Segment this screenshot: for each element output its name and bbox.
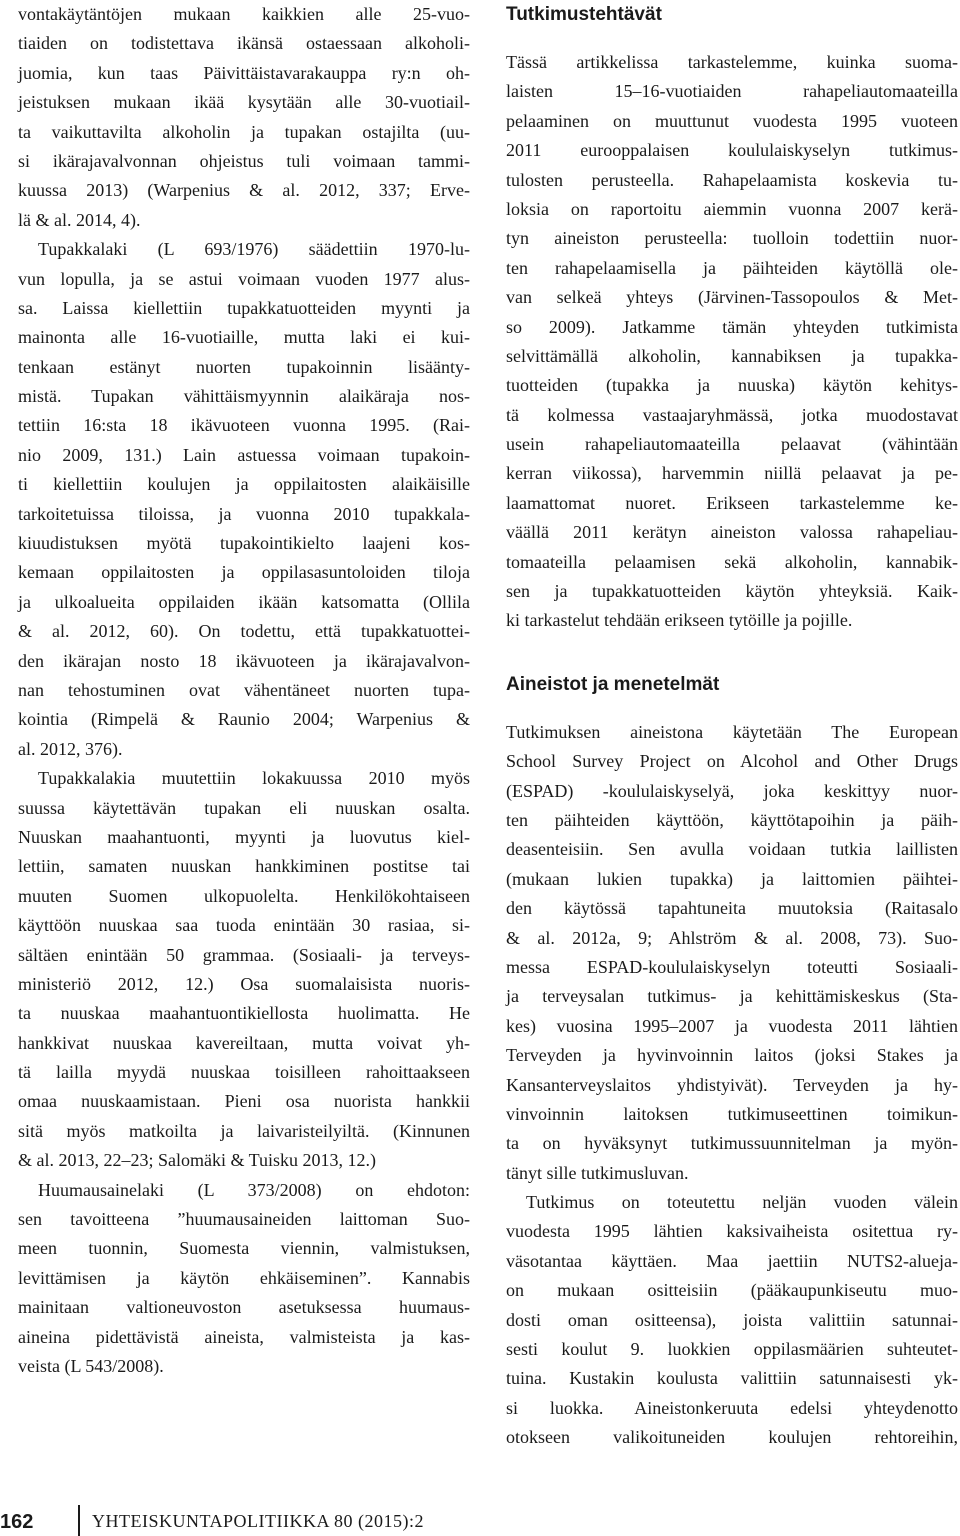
- text-line: Terveyden ja hyvinvoinnin laitos (joksi Stakes ja: [506, 1045, 958, 1066]
- text-line: Tupakkalaki (L 693/1976) säädettiin 1970-lu-: [38, 239, 470, 260]
- text-line: laamattomat nuoret. Erikseen tarkastelemme ke-: [506, 492, 958, 513]
- text-line: Tutkimuksen aineistona käytetään The European: [506, 721, 958, 742]
- text-line: lä & al. 2014, 4).: [18, 209, 141, 230]
- text-line: deasenteisiin. Sen avulla voidaan tutkia laillisten: [506, 839, 958, 860]
- text-line: vuodesta 1995 lähtien kaksivaiheista ositettua ry-: [506, 1221, 958, 1242]
- text-line: sältäen enintään 50 grammaa. (Sosiaali- ja terveys-: [18, 944, 470, 965]
- text-line: dosti oman ositteensa), joista valittiin satunnai-: [506, 1309, 958, 1330]
- text-line: tä lailla myydä nuuskaa toisilleen rahoittaakseen: [18, 1062, 470, 1083]
- text-line: pelaaminen on muuttunut vuodesta 1995 vuoteen: [506, 110, 958, 131]
- text-line: selvittämällä alkoholin, kannabiksen ja tupakka-: [506, 345, 958, 366]
- text-line: den käytössä tapahtuneita muutoksia (Raitasalo: [506, 898, 958, 919]
- text-line: väsotantaa käyttäen. Maa jaettiin NUTS2-alueja-: [506, 1250, 958, 1271]
- text-line: ja ulkoalueita oppilaiden ikään katsomatta (Ollila: [18, 591, 470, 612]
- text-line: laisten 15–16-vuotiaiden rahapeliautomaateilla: [506, 81, 958, 102]
- page-footer: [0, 1505, 960, 1536]
- text-line: tenkaan estänyt nuorten tupakoinnin lisäänty-: [18, 356, 470, 377]
- page-number: 162: [0, 1511, 34, 1533]
- text-line: (ESPAD) -koululaiskyselyä, joka keskittyy nuor-: [506, 780, 958, 801]
- text-line: tä kolmessa vastaajaryhmässä, jotka muodostavat: [506, 404, 958, 425]
- journal-title: YHTEISKUNTAPOLITIIKKA 80 (2015):2: [92, 1511, 425, 1531]
- text-line: sa. Laissa kiellettiin tupakkatuotteiden myynti ja: [18, 297, 470, 318]
- text-line: nio 2009, 131.) Lain astuessa voimaan tupakoin-: [18, 444, 470, 465]
- text-line: kointia (Rimpelä & Raunio 2004; Warpenius &: [18, 709, 470, 730]
- text-line: usein rahapeliautomaateilla pelaavat (vähintään: [506, 434, 958, 455]
- right-column: [506, 0, 958, 1453]
- text-line: ta nuuskaa maahantuontikiellosta huolimatta. He: [18, 1003, 470, 1024]
- text-line: ta vaikuttavilta alkoholin ja tupakan ostajilta (uu-: [18, 121, 470, 142]
- text-line: so 2009). Jatkamme tämän yhteyden tutkimista: [506, 316, 958, 337]
- section-heading: Tutkimustehtävät: [506, 4, 662, 25]
- text-line: lettiin, samaten nuuskan hankkiminen postitse tai: [18, 856, 470, 877]
- text-line: al. 2012, 376).: [18, 738, 123, 759]
- text-line: suussa käytettävän tupakan eli nuuskan osalta.: [18, 797, 470, 818]
- text-line: mainonta alle 16-vuotiaille, mutta laki ei kui-: [18, 327, 470, 348]
- text-line: tettiin 16:sta 18 ikävuoteen vuonna 1995. (Rai-: [18, 415, 470, 436]
- text-line: levittämisen ja käytön ehkäiseminen”. Kannabis: [18, 1267, 470, 1288]
- text-line: ta on hyväksynyt tutkimussuunnitelman ja myön-: [506, 1133, 958, 1154]
- text-line: van selkeä yhteys (Järvinen-Tassopoulos & Met-: [506, 287, 958, 308]
- text-line: vontakäytäntöjen mukaan kaikkien alle 25-vuo-: [18, 4, 470, 24]
- text-line: juomia, kun taas Päivittäistavarakauppa ry:n oh-: [18, 62, 470, 83]
- text-line: si luokka. Aineistonkeruuta edelsi yhteydenotto: [506, 1397, 958, 1418]
- text-line: ten päihteiden käyttöön, käyttötapoihin ja päih-: [506, 809, 958, 830]
- text-line: tuina. Kustakin koulusta valittiin satunnaisesti yk-: [506, 1368, 958, 1389]
- text-line: tiaiden on todistettava ikänsä ostaessaan alkoholi-: [18, 33, 470, 54]
- text-line: mistä. Tupakan vähittäismyynnin alaikäraja nos-: [18, 386, 470, 407]
- text-line: tarkoitetuissa tiloissa, ja vuonna 2010 tupakkala-: [18, 503, 470, 524]
- text-line: (mukaan lukien tupakka) ja laittomien päihtei-: [506, 868, 958, 889]
- text-line: jeistuksen mukaan ikää kysytään alle 30-vuotiail-: [18, 92, 470, 113]
- text-line: tuotteiden (tupakka ja nuuska) käytön kehitys-: [506, 375, 958, 396]
- text-line: Nuuskan maahantuonti, myynti ja luovutus kiel-: [18, 826, 470, 847]
- text-line: meen tuonnin, Suomesta viennin, valmistuksen,: [18, 1238, 470, 1259]
- text-line: sitä myös matkoilta ja laivaristeilyiltä. (Kinnunen: [18, 1120, 470, 1141]
- text-line: kuussa 2013) (Warpenius & al. 2012, 337; Erve-: [18, 180, 470, 201]
- text-line: sesti koulut 9. luokkien oppilasmäärien suhteutet-: [506, 1339, 958, 1360]
- text-line: loksia on raportoitu aiemmin vuonna 2007 kerä-: [506, 198, 958, 219]
- text-line: mainitaan valtioneuvoston asetuksessa huumaus-: [18, 1297, 470, 1318]
- text-line: sen ja tupakkatuotteiden käytön yhteyksiä. Kaik-: [506, 581, 958, 602]
- text-line: ti kiellettiin koulujen ja oppilaitosten alaikäisille: [18, 474, 470, 495]
- text-line: tulosten perusteella. Rahapelaamista koskevia tu-: [506, 169, 958, 190]
- text-line: tomaateilla pelaamisen sekä alkoholin, kannabik-: [506, 551, 958, 572]
- text-line: tyn aineiston perusteella: tuolloin todettiin nuor-: [506, 228, 958, 249]
- left-column: [18, 0, 470, 1381]
- text-line: käyttöön nuuskaa saa tuoda enintään 30 rasiaa, si-: [18, 915, 470, 936]
- text-line: otokseen valikoituneiden koulujen rehtoreihin,: [506, 1427, 958, 1448]
- text-line: si ikärajavalvonnan ohjeistus tuli voimaan tammi-: [18, 150, 470, 171]
- text-line: veista (L 543/2008).: [18, 1355, 164, 1376]
- text-line: hankkivat nuuskaa kavereiltaan, mutta voivat yh-: [18, 1032, 470, 1053]
- text-line: & al. 2013, 22–23; Salomäki & Tuisku 2013, 12.): [18, 1150, 377, 1171]
- text-line: Tässä artikkelissa tarkastelemme, kuinka suoma-: [506, 52, 958, 72]
- text-line: kemaan oppilaitosten ja oppilasasuntoloiden tiloja: [18, 562, 470, 583]
- text-line: & al. 2012, 60). On todettu, että tupakkatuottei-: [18, 621, 470, 642]
- text-line: Tupakkalakia muutettiin lokakuussa 2010 myös: [38, 768, 470, 789]
- text-line: omaa nuuskaamistaan. Pieni osa nuorista hankkii: [18, 1091, 470, 1112]
- text-line: & al. 2012a, 9; Ahlström & al. 2008, 73). Suo-: [506, 927, 958, 948]
- text-line: kerran viikossa), harvemmin niillä pelaavat ja pe-: [506, 463, 958, 484]
- text-line: den ikärajan nosto 18 ikävuoteen ja ikärajavalvon-: [18, 650, 470, 671]
- text-line: School Survey Project on Alcohol and Other Drugs: [506, 751, 958, 772]
- text-line: nan tehostuminen ovat vähentäneet nuorten tupa-: [18, 679, 470, 700]
- section-heading: Aineistot ja menetelmät: [506, 673, 720, 695]
- text-line: vun lopulla, ja se astui voimaan vuoden 1977 alus-: [18, 268, 470, 289]
- text-line: väällä 2011 kerätyn aineiston valossa rahapeliau-: [506, 522, 958, 543]
- text-line: ja terveysalan tutkimus- ja kehittämiskeskus (Sta-: [506, 986, 958, 1007]
- text-line: 2011 eurooppalaisen koululaiskyselyn tutkimus-: [506, 140, 958, 161]
- text-line: ten rahapelaamisella ja päihteiden käytöllä ole-: [506, 257, 958, 278]
- text-line: Tutkimus on toteutettu neljän vuoden välein: [526, 1192, 958, 1213]
- text-line: ki tarkastelut tehdään erikseen tytöille ja pojille.: [506, 610, 853, 631]
- text-line: aineina pidettävistä aineista, valmisteista ja kas-: [18, 1326, 470, 1347]
- text-line: Kansanterveyslaitos yhdistyivät). Terveyden ja hy-: [506, 1074, 958, 1095]
- text-line: sen tavoitteena ”huumausaineiden laittoman Suo-: [18, 1209, 470, 1230]
- text-line: kiuudistuksen myötä tupakointikielto laajeni kos-: [18, 533, 470, 554]
- text-line: muuten Suomen ulkopuolelta. Henkilökohtaiseen: [18, 885, 470, 906]
- text-line: on mukaan ositteisiin (pääkaupunkiseutu muo-: [506, 1280, 958, 1301]
- footer-divider: [78, 1505, 80, 1536]
- text-line: vinvoinnin laitoksen tutkimuseettinen toimikun-: [506, 1103, 958, 1124]
- text-line: messa ESPAD-koululaiskyselyn toteutti Sosiaali-: [506, 956, 958, 977]
- text-line: kes) vuosina 1995–2007 ja vuodesta 2011 lähtien: [506, 1015, 958, 1036]
- text-line: tänyt sille tutkimusluvan.: [506, 1162, 689, 1183]
- text-line: ministeriö 2012, 12.) Osa suomalaisista nuoris-: [18, 973, 470, 994]
- text-line: Huumausainelaki (L 373/2008) on ehdoton:: [38, 1179, 470, 1200]
